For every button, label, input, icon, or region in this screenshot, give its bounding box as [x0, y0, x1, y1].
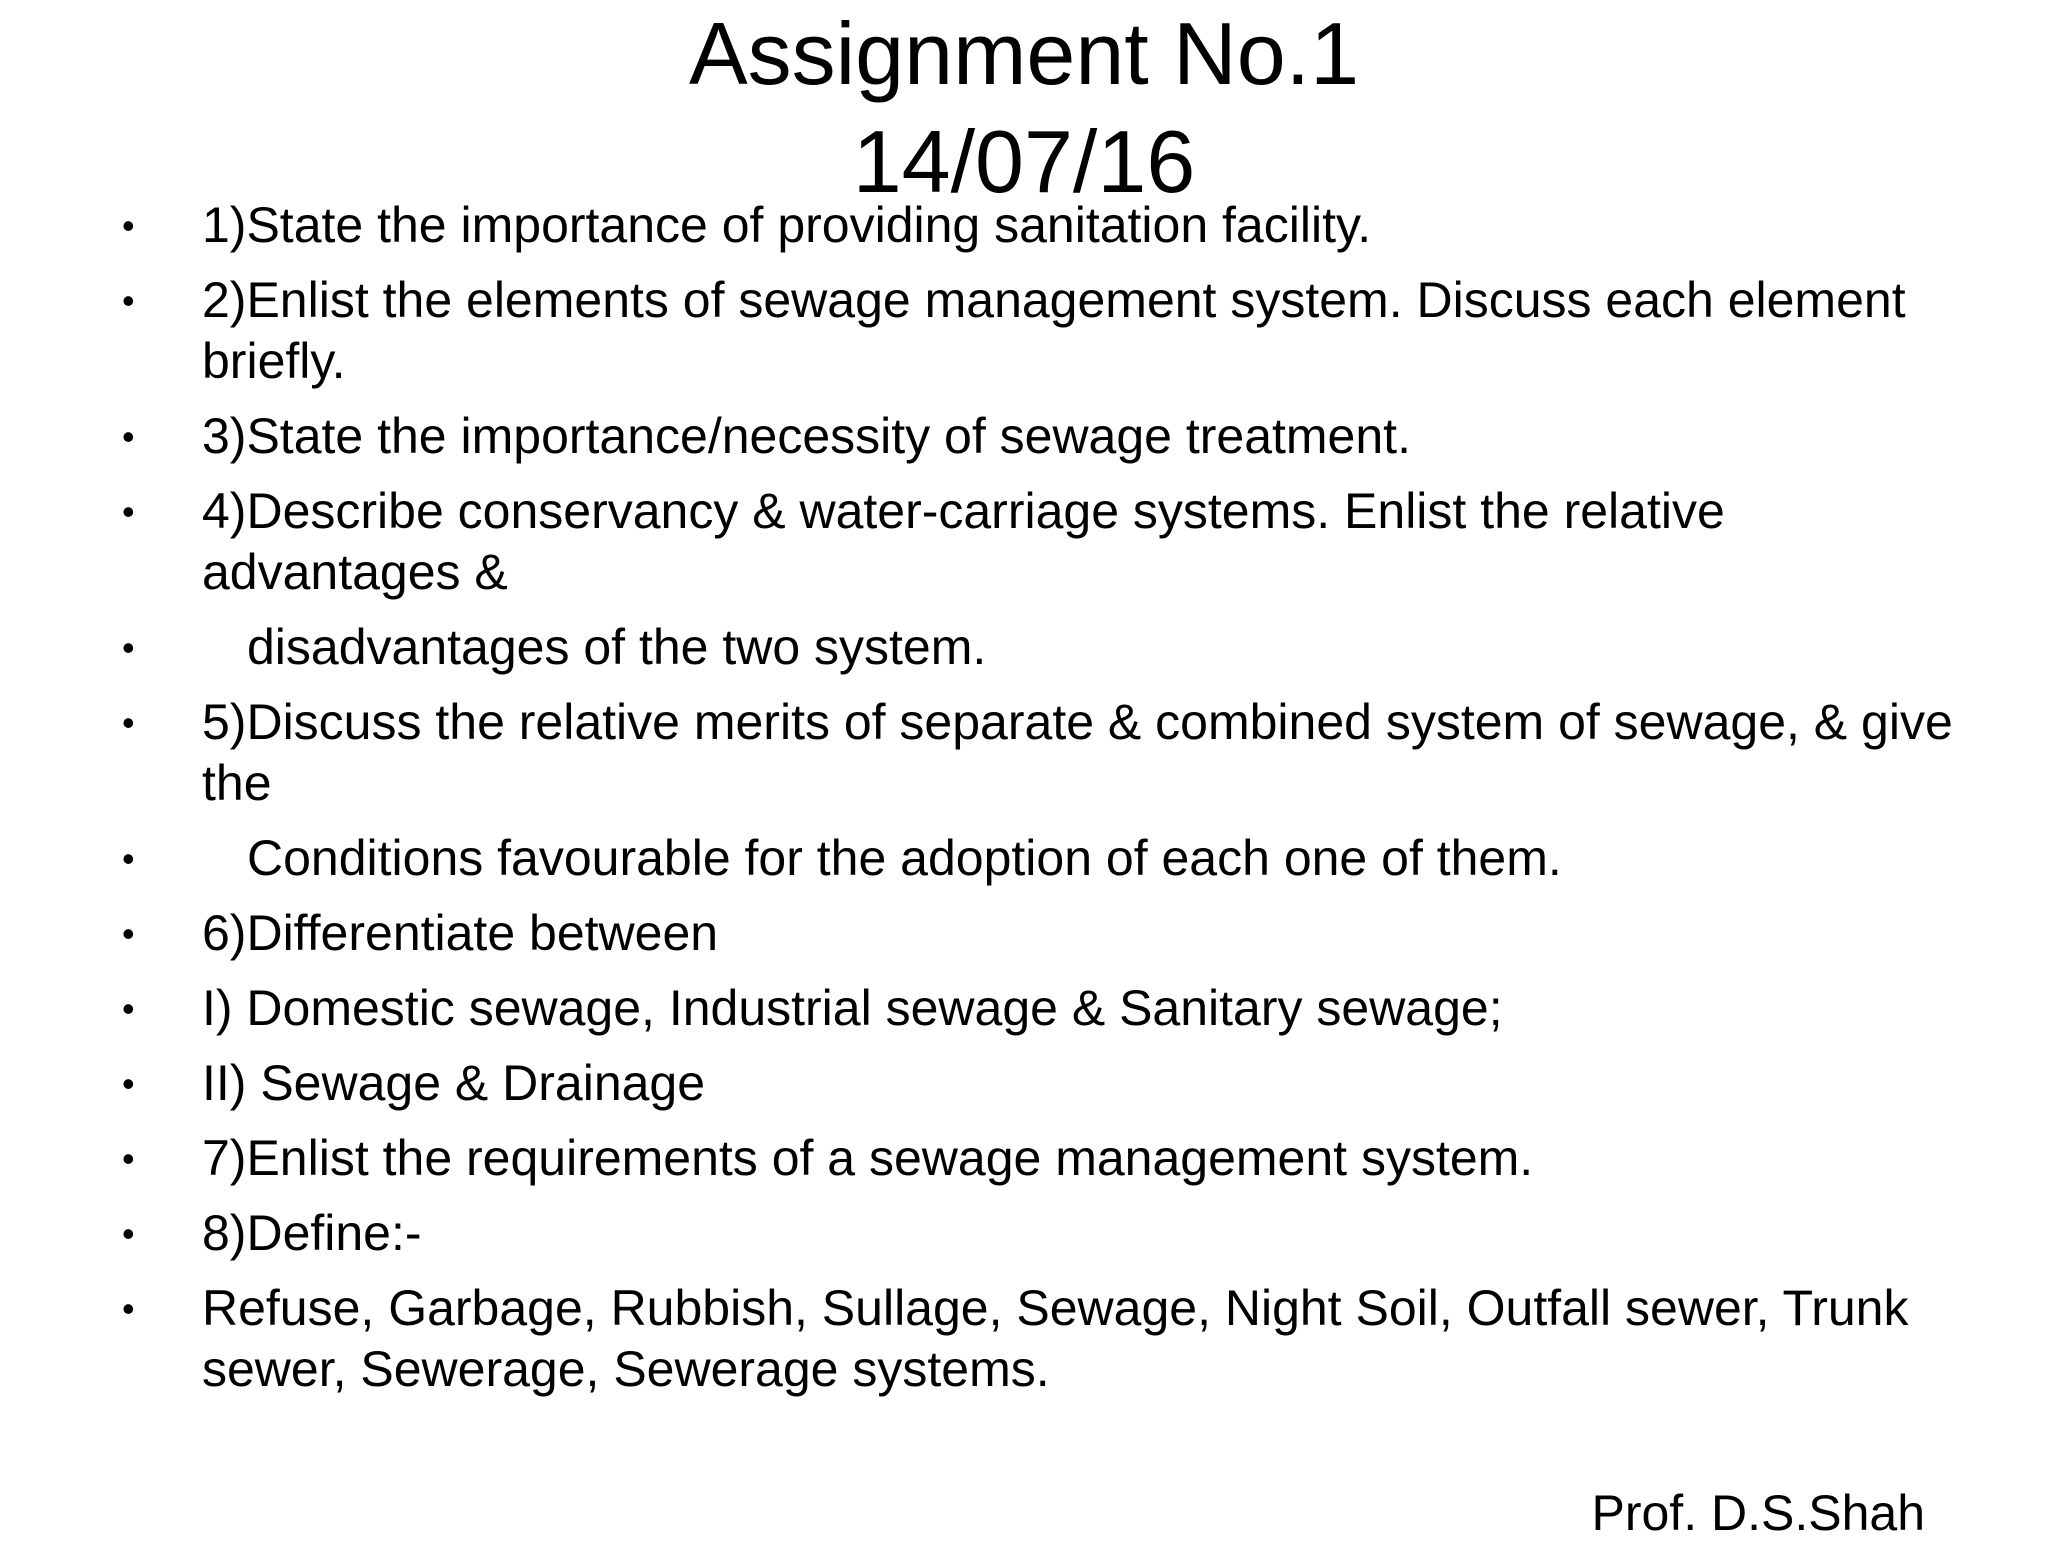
bullet-icon: •: [122, 838, 135, 879]
list-item: [122, 903, 1982, 964]
author-name: Prof. D.S.Shah: [1591, 1485, 1925, 1541]
list-item: [122, 1128, 1982, 1189]
bullet-icon: •: [122, 416, 135, 457]
question-text: disadvantages of the two system.: [247, 619, 987, 675]
list-item: [122, 1278, 1982, 1400]
bullet-icon: •: [122, 491, 135, 532]
bullet-icon: •: [122, 1138, 135, 1179]
question-text: I) Domestic sewage, Industrial sewage & Sanitary sewage;: [202, 980, 1503, 1036]
list-item: [122, 195, 1982, 256]
assignment-date: 14/07/16: [852, 112, 1196, 211]
bullet-icon: •: [122, 280, 135, 321]
question-text: 7)Enlist the requirements of a sewage management system.: [202, 1130, 1534, 1186]
list-item: [122, 828, 1982, 889]
question-text: 2)Enlist the elements of sewage management system. Discuss each element briefly.: [202, 272, 1906, 389]
list-item: [122, 617, 1982, 678]
question-text: Refuse, Garbage, Rubbish, Sullage, Sewage, Night Soil, Outfall sewer, Trunk sewer, Sewerage, Sewerage systems.: [202, 1280, 1909, 1397]
question-text: Conditions favourable for the adoption of each one of them.: [247, 830, 1562, 886]
list-item: [122, 978, 1982, 1039]
bullet-icon: •: [122, 1063, 135, 1104]
bullet-icon: •: [122, 205, 135, 246]
bullet-icon: •: [122, 1288, 135, 1329]
question-list: [122, 195, 1982, 1414]
list-item: [122, 406, 1982, 467]
assignment-title: Assignment No.1: [688, 4, 1360, 103]
bullet-icon: •: [122, 627, 135, 668]
list-item: [122, 481, 1982, 603]
question-text: 3)State the importance/necessity of sewage treatment.: [202, 408, 1411, 464]
bullet-icon: •: [122, 1213, 135, 1254]
question-text: II) Sewage & Drainage: [202, 1055, 706, 1111]
list-item: [122, 1053, 1982, 1114]
question-text: 6)Differentiate between: [202, 905, 719, 961]
page-title: [0, 0, 2048, 216]
list-item: [122, 692, 1982, 814]
list-item: [122, 1203, 1982, 1264]
question-text: 1)State the importance of providing sanitation facility.: [202, 197, 1372, 253]
bullet-icon: •: [122, 702, 135, 743]
bullet-icon: •: [122, 913, 135, 954]
question-text: 8)Define:-: [202, 1205, 422, 1261]
question-text: 5)Discuss the relative merits of separate & combined system of sewage, & give the: [202, 694, 1953, 811]
question-text: 4)Describe conservancy & water-carriage systems. Enlist the relative advantages &: [202, 483, 1725, 600]
list-item: [122, 270, 1982, 392]
bullet-icon: •: [122, 988, 135, 1029]
